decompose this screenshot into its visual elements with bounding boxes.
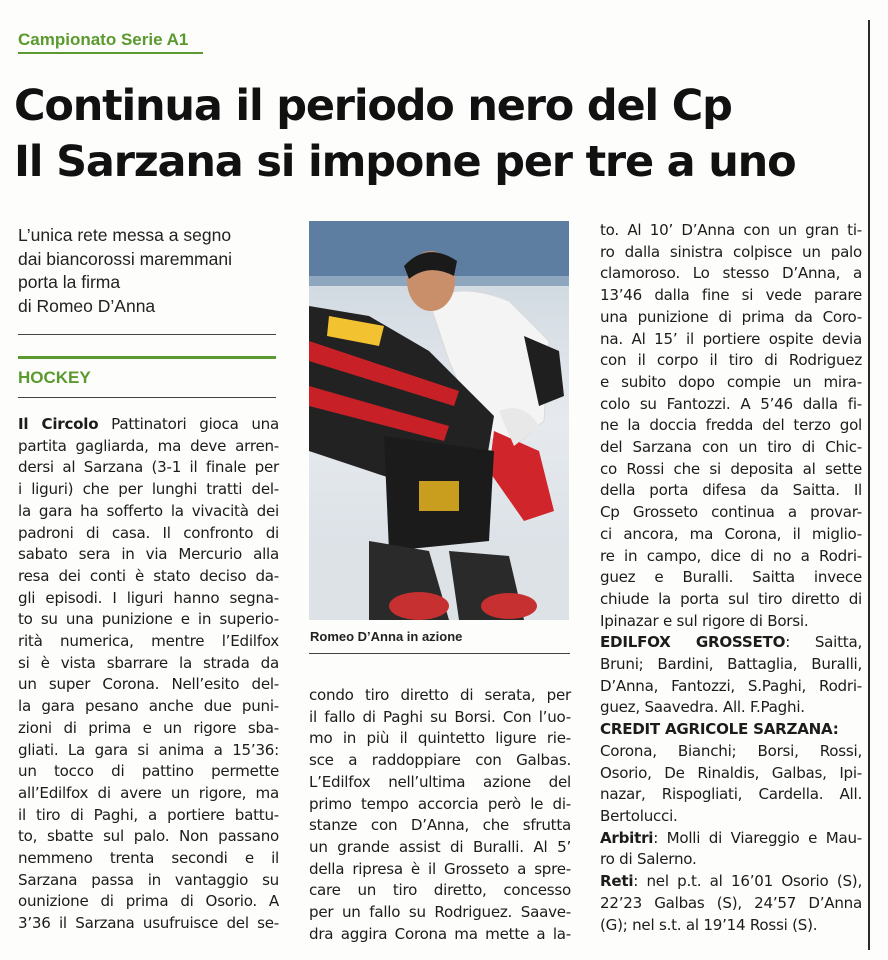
arbitri-label: Arbitri	[600, 828, 654, 847]
lead-rest: Pattinatori gioca una	[98, 415, 280, 433]
article-column-2	[309, 685, 571, 945]
article-line: Sarzana passa in vantaggio su	[18, 870, 279, 889]
article-line: ro dalla sinistra colpisce un palo	[600, 242, 862, 261]
reti-lines	[600, 893, 862, 936]
article-line: e subito dopo compie un mira-	[600, 372, 862, 391]
headline-line-1: Continua il periodo nero del Cp	[14, 81, 732, 131]
article-line: D’Anna, Fantozzi, S.Paghi, Rodri-	[600, 676, 862, 695]
page-edge-rule	[868, 20, 870, 950]
article-line: 3’36 il Sarzana usufruisce del se-	[18, 914, 279, 933]
column-1-lines	[18, 436, 279, 935]
article-line: guez, Saavedra. All. F.Paghi.	[600, 698, 805, 717]
team-1-first: : Saitta,	[785, 633, 862, 652]
team-1-label: EDILFOX GROSSETO	[600, 633, 786, 652]
article-line: dersi al Sarzana (3-1 il finale per	[18, 458, 279, 477]
team-1-roster	[600, 654, 862, 719]
summary-divider	[18, 334, 276, 335]
article-line: i liguri) che per lunghi tratti del-	[18, 480, 279, 499]
reti-first: : nel p.t. al 16’01 Osorio (S),	[633, 872, 862, 891]
article-line: ounizione di prima di Osorio. A	[18, 892, 279, 911]
article-line: Osorio, De Rinaldis, Galbas, Ipi-	[600, 763, 862, 782]
article-line: per un fallo su Rodriguez. Saave-	[309, 903, 571, 922]
article-line: Bertolucci.	[600, 806, 678, 825]
photo-caption: Romeo D’Anna in azione	[310, 629, 463, 644]
arbitri-line-2: ro di Salerno.	[600, 850, 697, 869]
article-line: nazar, Rispogliati, Cardella. All.	[600, 785, 862, 804]
article-line: rità numerica, mentre l’Edilfox	[18, 632, 279, 651]
article-line: Cp Grosseto continua a provar-	[600, 503, 862, 522]
article-line	[18, 414, 279, 436]
summary-line: porta la firma	[18, 272, 121, 292]
article-line: ci ancora, ma Corona, il miglio-	[600, 524, 862, 543]
article-photo	[309, 221, 569, 620]
article-line: gliati. La gara si anima a 15’36:	[18, 740, 279, 759]
summary-line: L’unica rete messa a segno	[18, 225, 232, 245]
section-divider	[18, 397, 276, 398]
summary-line: di Romeo D’Anna	[18, 295, 156, 316]
article-line: co Rossi che si deposita al sette	[600, 459, 862, 478]
article-line: il fallo di Paghi su Borsi. Con l’uo-	[309, 707, 571, 726]
article-line: mo in più il quintetto ligure rie-	[309, 729, 571, 748]
article-line: stanze con D’Anna, che sfrutta	[309, 816, 571, 835]
article-line: nemmeno trenta secondi e il	[18, 849, 279, 868]
article-line: clamoroso. Lo stesso D’Anna, a	[600, 264, 862, 283]
reti-label: Reti	[600, 872, 634, 891]
kicker: Campionato Serie A1	[18, 30, 189, 49]
article-line: della porta difesa da Saitta. Il	[600, 481, 862, 500]
column-3-lines	[600, 220, 862, 632]
article-line: chiude la porta sul tiro diretto di	[600, 589, 862, 608]
headline	[14, 78, 884, 190]
article-line: Ipinazar e sul rigore di Borsi.	[600, 611, 809, 630]
article-line: la gara pesano anche due puni-	[18, 697, 279, 716]
arbitri-line	[600, 828, 862, 850]
article-line: all’Edilfox di avere un rigore, ma	[18, 783, 279, 802]
article-column-3	[600, 220, 862, 936]
article-line: ne la doccia fredda del terzo gol	[600, 416, 862, 435]
article-line: 22’23 Galbas (S), 24’57 D’Anna	[600, 893, 862, 912]
article-line: un super Corona. Nell’esito del-	[18, 675, 279, 694]
article-line: della ripresa è il Grosseto a spre-	[309, 859, 571, 878]
article-line: con il corpo il tiro di Rodriguez	[600, 351, 862, 370]
article-line: del Sarzana con un tiro di Chic-	[600, 438, 862, 457]
article-line: Bruni; Bardini, Battaglia, Buralli,	[600, 655, 862, 674]
team-2-roster	[600, 741, 862, 828]
article-line: L’Edilfox nell’ultima azione del	[309, 772, 571, 791]
article-line: un grande assist di Buralli. Al 5’	[309, 837, 571, 856]
article-line: (G); nel s.t. al 19’14 Rossi (S).	[600, 915, 818, 934]
article-line: si è vista sbarrare la strada da	[18, 653, 279, 672]
article-line: dra aggira Corona ma mette a la-	[309, 924, 571, 943]
team-1-line	[600, 632, 862, 654]
article-line: resa dei conti è stato deciso da-	[18, 566, 279, 585]
section-bar	[18, 356, 276, 359]
article-line: zioni di prima e un rigore sba-	[18, 718, 279, 737]
article-line: gli episodi. I liguri hanno segna-	[18, 588, 279, 607]
lead-word: Il Circolo	[18, 415, 99, 433]
team-2-label: CREDIT AGRICOLE SARZANA:	[600, 720, 839, 739]
article-line: re in campo, dice di no a Rodri-	[600, 546, 862, 565]
article-line: sce a raddoppiare con Galbas.	[309, 751, 571, 770]
article-line: partita gagliarda, ma deve arren-	[18, 436, 279, 455]
article-line: un tocco di pattino permette	[18, 762, 279, 781]
article-line: primo tempo accorcia però le di-	[309, 794, 571, 813]
article-line: una punizione di prima da Coro-	[600, 307, 862, 326]
article-line: la gara ha sofferto la vivacità dei	[18, 501, 279, 520]
arbitri-first: : Molli di Viareggio e Mau-	[653, 828, 862, 847]
article-line: 13’46 dalla fine si vede parare	[600, 286, 862, 305]
summary-line: dai biancorossi maremmani	[18, 248, 232, 269]
article-line: colo su Fantozzi. A 5’46 dalla fi-	[600, 394, 862, 413]
article-line: il tiro di Paghi, a portiere battu-	[18, 805, 279, 824]
article-column-1	[18, 414, 279, 935]
summary	[18, 224, 278, 318]
article-line: padroni di casa. Il confronto di	[18, 523, 279, 542]
kicker-underline	[18, 52, 203, 54]
article-line: condo tiro diretto di serata, per	[309, 686, 571, 704]
article-line: to su una punizione e in superio-	[18, 610, 279, 629]
column-2-lines	[309, 685, 571, 945]
reti-line	[600, 871, 862, 893]
article-line: na. Al 15’ il portiere ospite devia	[600, 329, 862, 348]
article-line: sabato sera in via Mercurio alla	[18, 545, 279, 564]
caption-divider	[309, 653, 570, 654]
article-line: Corona, Bianchi; Borsi, Rossi,	[600, 741, 862, 760]
headline-line-2: Il Sarzana si impone per tre a uno	[14, 137, 796, 187]
article-line: to. Al 10’ D’Anna con un gran ti-	[600, 221, 862, 239]
section-label: HOCKEY	[18, 368, 91, 387]
article-line: to, sbatte sul palo. Non passano	[18, 827, 279, 846]
article-line: care un tiro diretto, concesso	[309, 881, 571, 900]
article-line: guez e Buralli. Saitta invece	[600, 568, 862, 587]
